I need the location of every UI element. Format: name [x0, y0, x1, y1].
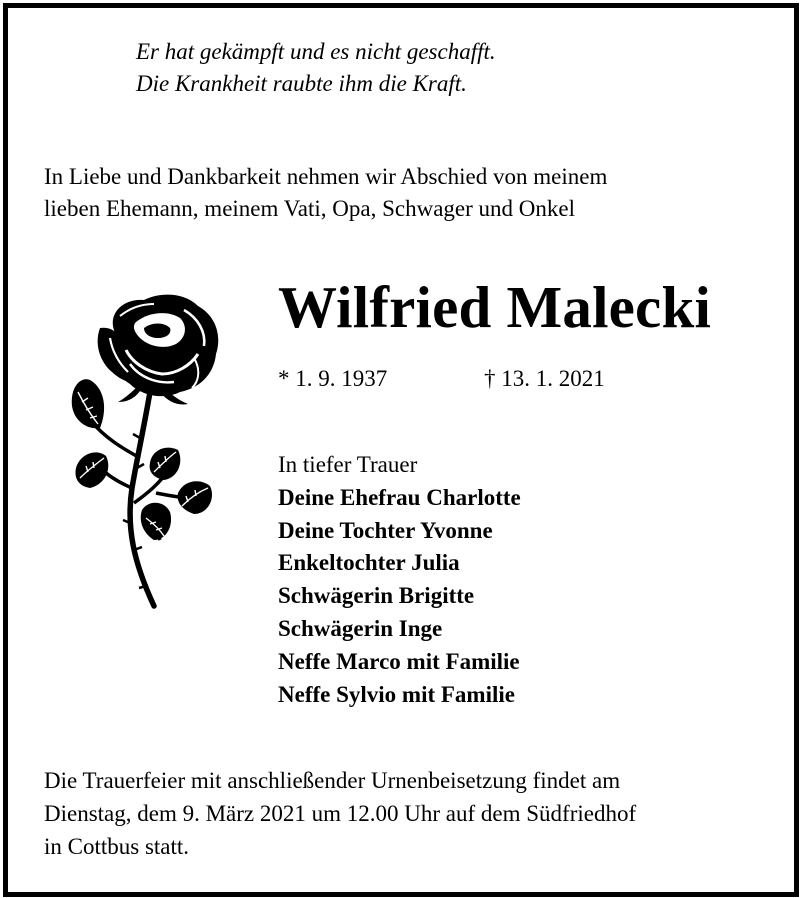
mourner-name: Deine Ehefrau Charlotte: [278, 484, 521, 510]
motto: [136, 36, 496, 100]
notice-line-1: Die Trauerfeier mit anschließender Urnenbeisetzung findet am: [44, 768, 621, 793]
intro-line-1: In Liebe und Dankbarkeit nehmen wir Abschied von meinem: [44, 164, 608, 189]
birth-date: * 1. 9. 1937: [278, 366, 388, 391]
intro-line-2: lieben Ehemann, meinem Vati, Opa, Schwager und Onkel: [44, 196, 575, 221]
notice-line-2: Dienstag, dem 9. März 2021 um 12.00 Uhr auf dem Südfriedhof: [44, 801, 637, 826]
motto-line-2: Die Krankheit raubte ihm die Kraft.: [136, 71, 467, 96]
mourners-list: [278, 449, 521, 711]
rose-icon: [60, 288, 230, 613]
notice-line-3: in Cottbus statt.: [44, 834, 190, 859]
mourner-name: Neffe Sylvio mit Familie: [278, 681, 515, 707]
funeral-notice: [44, 764, 636, 863]
motto-line-1: Er hat gekämpft und es nicht geschafft.: [136, 39, 496, 64]
mourner-name: Schwägerin Brigitte: [278, 583, 475, 609]
mourning-lead: In tiefer Trauer: [278, 452, 418, 477]
mourner-name: Neffe Marco mit Familie: [278, 648, 520, 674]
mourner-name: Deine Tochter Yvonne: [278, 517, 493, 543]
death-date: † 13. 1. 2021: [484, 366, 605, 391]
intro-text: [44, 161, 607, 225]
deceased-name: Wilfried Malecki: [278, 274, 712, 340]
mourner-name: Enkeltochter Julia: [278, 550, 460, 576]
mourner-name: Schwägerin Inge: [278, 615, 443, 641]
